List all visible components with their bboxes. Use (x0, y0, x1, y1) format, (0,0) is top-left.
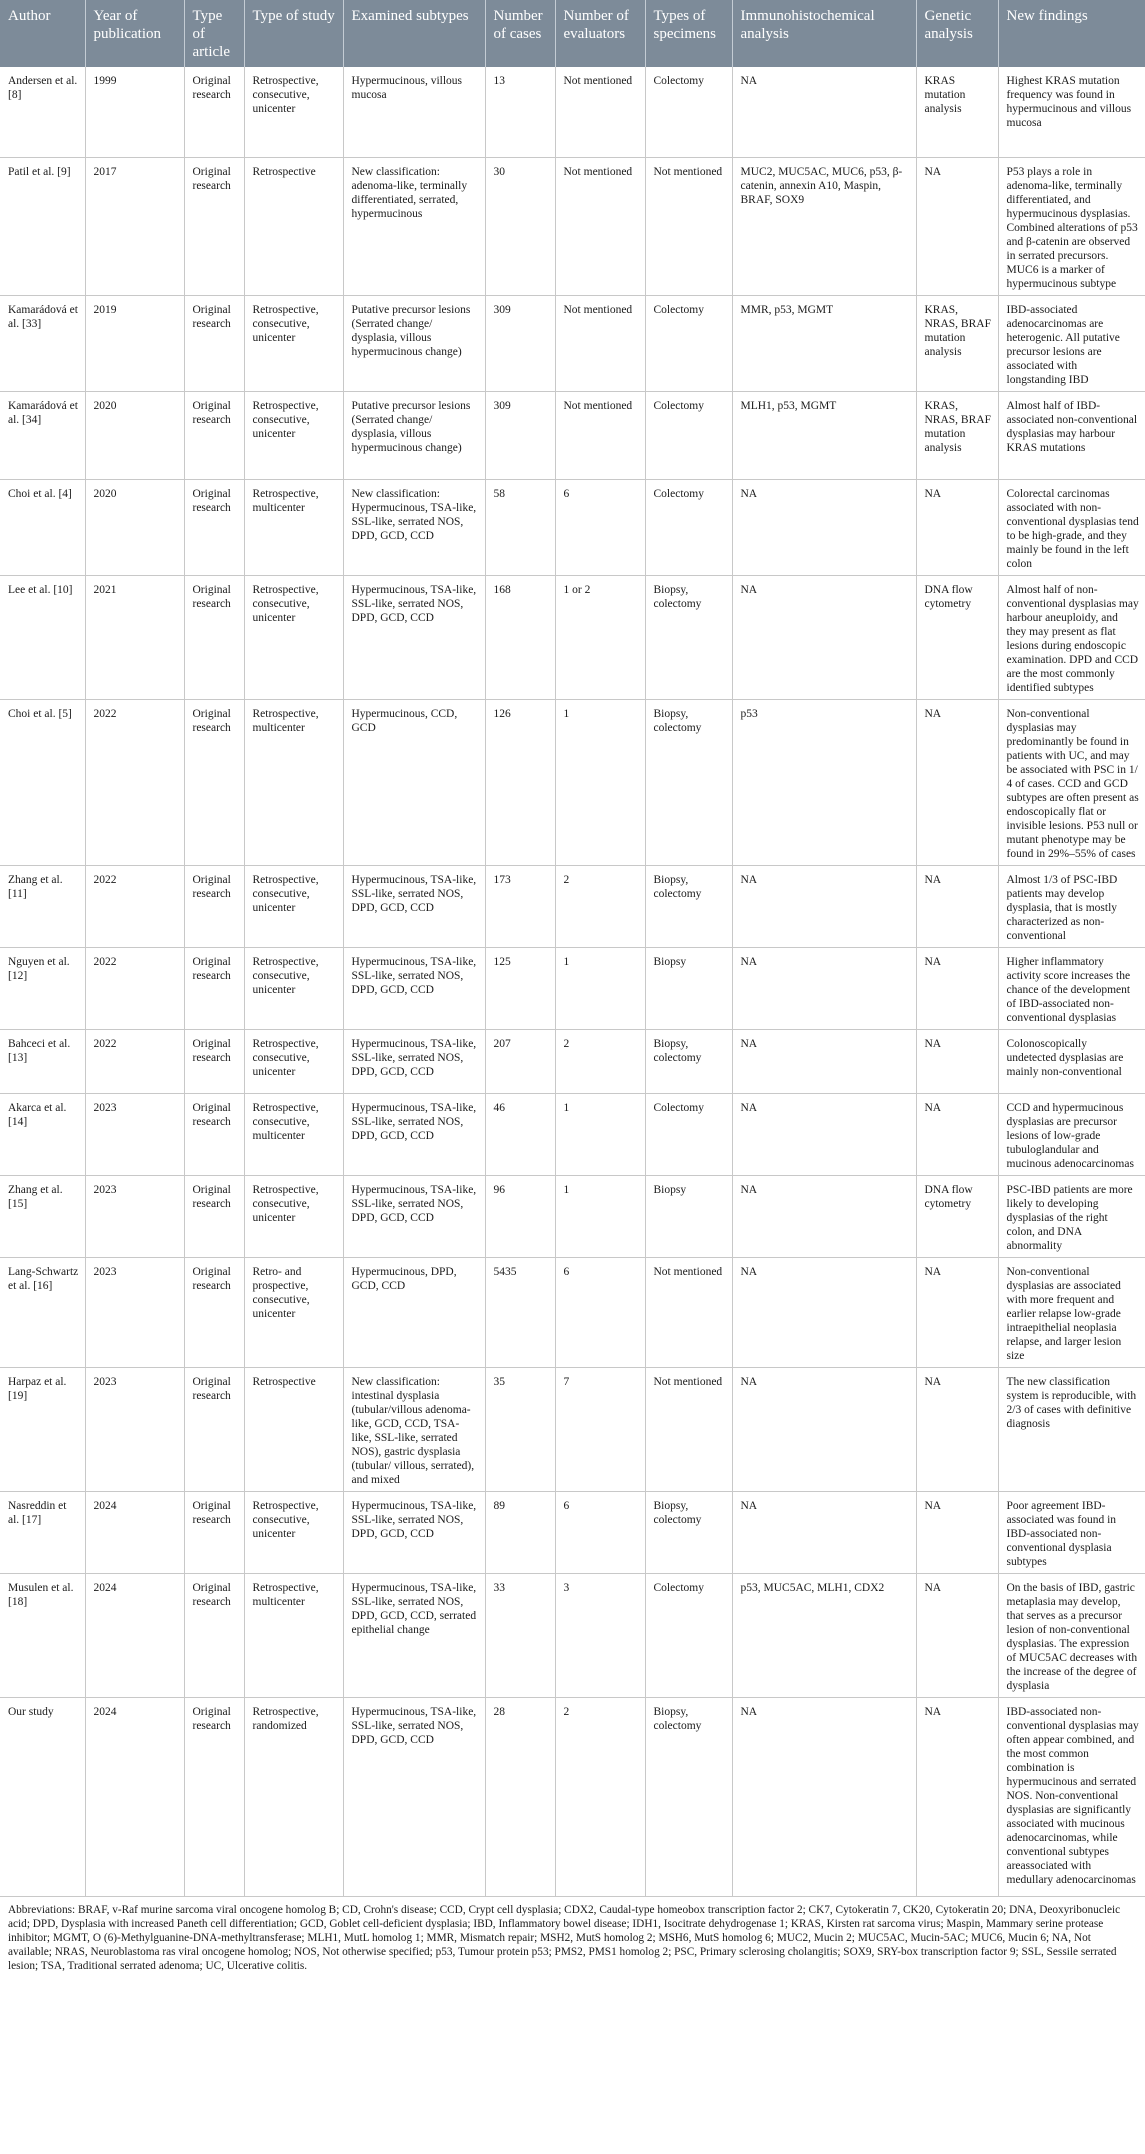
cell-specimens: Colectomy (645, 391, 732, 479)
cell-author: Nguyen et al. [12] (0, 947, 85, 1029)
cell-genetic: NA (916, 157, 998, 295)
cell-author: Zhang et al. [15] (0, 1175, 85, 1257)
cell-specimens: Biopsy, colectomy (645, 865, 732, 947)
cell-specimens: Biopsy, colectomy (645, 1697, 732, 1896)
cell-article-type: Original research (184, 1029, 244, 1093)
cell-genetic: DNA flow cytometry (916, 1175, 998, 1257)
cell-evaluators: 2 (555, 1697, 645, 1896)
cell-year: 2021 (85, 575, 184, 699)
cell-author: Lang-Schwartz et al. [16] (0, 1257, 85, 1367)
cell-cases: 168 (485, 575, 555, 699)
cell-ihc: NA (732, 1491, 916, 1573)
cell-study-type: Retrospective, randomized (244, 1697, 343, 1896)
cell-study-type: Retrospective, consecutive, unicenter (244, 575, 343, 699)
cell-study-type: Retrospective, multicenter (244, 479, 343, 575)
cell-findings: Higher inflammatory activity score increases the chance of the development of IBD-associated non-conventional dysplasias (998, 947, 1145, 1029)
cell-cases: 30 (485, 157, 555, 295)
cell-specimens: Biopsy, colectomy (645, 575, 732, 699)
cell-article-type: Original research (184, 479, 244, 575)
cell-evaluators: Not mentioned (555, 67, 645, 157)
cell-year: 1999 (85, 67, 184, 157)
cell-evaluators: 1 or 2 (555, 575, 645, 699)
cell-year: 2024 (85, 1697, 184, 1896)
cell-cases: 46 (485, 1093, 555, 1175)
table-header-row (0, 0, 1145, 67)
header-article-type: Type of article (184, 0, 244, 67)
cell-findings: Non-conventional dysplasias may predominantly be found in patients with UC, and may be associated with PSC in 1/ 4 of cases. CCD and GCD subtypes are often present as endoscopically flat or invisible lesions. P53 null or mutant phenotype may be found in 29%–55% of cases (998, 699, 1145, 865)
table-row (0, 1573, 1145, 1697)
cell-findings: Almost 1/3 of PSC-IBD patients may develop dysplasia, that is mostly characterized as non-conventional (998, 865, 1145, 947)
cell-evaluators: 2 (555, 865, 645, 947)
cell-findings: IBD-associated non-conventional dysplasias may often appear combined, and the most common combination is hypermucinous and serrated NOS. Non-conventional dysplasias are significantly associated with mucinous adenocarcinomas, while conventional subtypes areassociated with medullary adenocarcinomas (998, 1697, 1145, 1896)
cell-genetic: NA (916, 699, 998, 865)
cell-study-type: Retro- and prospective, consecutive, unicenter (244, 1257, 343, 1367)
cell-specimens: Biopsy (645, 947, 732, 1029)
cell-evaluators: Not mentioned (555, 157, 645, 295)
cell-cases: 96 (485, 1175, 555, 1257)
cell-ihc: NA (732, 1367, 916, 1491)
cell-ihc: p53 (732, 699, 916, 865)
cell-author: Andersen et al. [8] (0, 67, 85, 157)
cell-year: 2023 (85, 1175, 184, 1257)
cell-article-type: Original research (184, 391, 244, 479)
cell-genetic: NA (916, 947, 998, 1029)
cell-year: 2019 (85, 295, 184, 391)
cell-evaluators: 1 (555, 947, 645, 1029)
header-specimens: Types of specimens (645, 0, 732, 67)
cell-findings: IBD-associated adenocarcinomas are heterogenic. All putative precursor lesions are associated with longstanding IBD (998, 295, 1145, 391)
cell-article-type: Original research (184, 1573, 244, 1697)
cell-cases: 58 (485, 479, 555, 575)
cell-specimens: Colectomy (645, 1573, 732, 1697)
cell-evaluators: 3 (555, 1573, 645, 1697)
cell-article-type: Original research (184, 947, 244, 1029)
cell-findings: Highest KRAS mutation frequency was found in hypermucinous and villous mucosa (998, 67, 1145, 157)
cell-cases: 33 (485, 1573, 555, 1697)
cell-specimens: Biopsy (645, 1175, 732, 1257)
cell-findings: Almost half of IBD-associated non-conventional dysplasias may harbour KRAS mutations (998, 391, 1145, 479)
cell-ihc: NA (732, 1257, 916, 1367)
header-genetic: Genetic analysis (916, 0, 998, 67)
cell-ihc: NA (732, 865, 916, 947)
cell-findings: Colorectal carcinomas associated with non-conventional dysplasias tend to be high-grade, and they mainly be found in the left colon (998, 479, 1145, 575)
cell-subtypes: Hypermucinous, TSA-like, SSL-like, serrated NOS, DPD, GCD, CCD (343, 865, 485, 947)
cell-year: 2020 (85, 391, 184, 479)
cell-author: Choi et al. [4] (0, 479, 85, 575)
cell-year: 2023 (85, 1257, 184, 1367)
cell-article-type: Original research (184, 1093, 244, 1175)
cell-specimens: Biopsy, colectomy (645, 699, 732, 865)
cell-findings: The new classification system is reproducible, with 2/3 of cases with definitive diagnosis (998, 1367, 1145, 1491)
cell-article-type: Original research (184, 67, 244, 157)
cell-genetic: NA (916, 1697, 998, 1896)
cell-study-type: Retrospective, consecutive, unicenter (244, 1175, 343, 1257)
cell-study-type: Retrospective, consecutive, unicenter (244, 391, 343, 479)
table-row (0, 699, 1145, 865)
cell-article-type: Original research (184, 699, 244, 865)
cell-author: Bahceci et al. [13] (0, 1029, 85, 1093)
cell-genetic: NA (916, 1029, 998, 1093)
cell-study-type: Retrospective, consecutive, unicenter (244, 67, 343, 157)
table-row (0, 1367, 1145, 1491)
cell-article-type: Original research (184, 295, 244, 391)
cell-ihc: MUC2, MUC5AC, MUC6, p53, β-catenin, annexin A10, Maspin, BRAF, SOX9 (732, 157, 916, 295)
cell-study-type: Retrospective, consecutive, unicenter (244, 947, 343, 1029)
cell-author: Kamarádová et al. [34] (0, 391, 85, 479)
cell-specimens: Not mentioned (645, 1367, 732, 1491)
cell-genetic: KRAS mutation analysis (916, 67, 998, 157)
cell-genetic: NA (916, 1257, 998, 1367)
cell-study-type: Retrospective (244, 157, 343, 295)
cell-genetic: KRAS, NRAS, BRAF mutation analysis (916, 391, 998, 479)
cell-article-type: Original research (184, 157, 244, 295)
cell-study-type: Retrospective, consecutive, unicenter (244, 1029, 343, 1093)
cell-author: Akarca et al. [14] (0, 1093, 85, 1175)
header-cases: Number of cases (485, 0, 555, 67)
cell-subtypes: Hypermucinous, TSA-like, SSL-like, serrated NOS, DPD, GCD, CCD (343, 947, 485, 1029)
cell-evaluators: Not mentioned (555, 391, 645, 479)
cell-ihc: NA (732, 575, 916, 699)
cell-ihc: NA (732, 1029, 916, 1093)
cell-ihc: MLH1, p53, MGMT (732, 391, 916, 479)
cell-subtypes: Hypermucinous, TSA-like, SSL-like, serrated NOS, DPD, GCD, CCD, serrated epithelial change (343, 1573, 485, 1697)
cell-author: Choi et al. [5] (0, 699, 85, 865)
cell-year: 2017 (85, 157, 184, 295)
cell-article-type: Original research (184, 575, 244, 699)
cell-evaluators: 6 (555, 1257, 645, 1367)
cell-article-type: Original research (184, 1257, 244, 1367)
cell-evaluators: 1 (555, 1093, 645, 1175)
cell-cases: 126 (485, 699, 555, 865)
table-row (0, 1029, 1145, 1093)
cell-study-type: Retrospective, consecutive, unicenter (244, 865, 343, 947)
cell-subtypes: Hypermucinous, TSA-like, SSL-like, serrated NOS, DPD, GCD, CCD (343, 575, 485, 699)
cell-specimens: Colectomy (645, 67, 732, 157)
cell-specimens: Not mentioned (645, 157, 732, 295)
table-row (0, 391, 1145, 479)
cell-study-type: Retrospective, multicenter (244, 699, 343, 865)
cell-year: 2022 (85, 1029, 184, 1093)
table-row (0, 1491, 1145, 1573)
cell-evaluators: Not mentioned (555, 295, 645, 391)
cell-evaluators: 1 (555, 699, 645, 865)
cell-findings: CCD and hypermucinous dysplasias are precursor lesions of low-grade tubuloglandular and mucinous adenocarcinomas (998, 1093, 1145, 1175)
cell-author: Our study (0, 1697, 85, 1896)
cell-findings: Non-conventional dysplasias are associated with more frequent and earlier relapse low-grade intraepithelial neoplasia relapse, and larger lesion size (998, 1257, 1145, 1367)
cell-subtypes: Hypermucinous, CCD, GCD (343, 699, 485, 865)
cell-ihc: NA (732, 1175, 916, 1257)
cell-year: 2020 (85, 479, 184, 575)
table-row (0, 295, 1145, 391)
cell-year: 2022 (85, 865, 184, 947)
cell-genetic: DNA flow cytometry (916, 575, 998, 699)
cell-study-type: Retrospective, multicenter (244, 1573, 343, 1697)
cell-findings: On the basis of IBD, gastric metaplasia may develop, that serves as a precursor lesion of non-conventional dysplasias. The expression of MUC5AC decreases with the increase of the degree of dysplasia (998, 1573, 1145, 1697)
cell-findings: PSC-IBD patients are more likely to developing dysplasias of the right colon, and DNA abnormality (998, 1175, 1145, 1257)
cell-cases: 173 (485, 865, 555, 947)
cell-evaluators: 6 (555, 1491, 645, 1573)
cell-study-type: Retrospective, consecutive, unicenter (244, 295, 343, 391)
cell-author: Musulen et al. [18] (0, 1573, 85, 1697)
cell-findings: P53 plays a role in adenoma-like, terminally differentiated, and hypermucinous dysplasias. Combined alterations of p53 and β-catenin are observed in serrated precursors. MUC6 is a marker of hypermucinous subtype (998, 157, 1145, 295)
cell-article-type: Original research (184, 1491, 244, 1573)
cell-genetic: NA (916, 865, 998, 947)
cell-genetic: NA (916, 1573, 998, 1697)
table-row (0, 67, 1145, 157)
table-body (0, 67, 1145, 1896)
cell-findings: Almost half of non-conventional dysplasias may harbour aneuploidy, and they may present as flat lesions during endoscopic examination. DPD and CCD are the most commonly identified subtypes (998, 575, 1145, 699)
cell-subtypes: Putative precursor lesions (Serrated change/ dysplasia, villous hypermucinous change) (343, 391, 485, 479)
table-row (0, 1175, 1145, 1257)
cell-author: Kamarádová et al. [33] (0, 295, 85, 391)
table-row (0, 865, 1145, 947)
cell-evaluators: 6 (555, 479, 645, 575)
header-study-type: Type of study (244, 0, 343, 67)
cell-ihc: NA (732, 1697, 916, 1896)
cell-specimens: Biopsy, colectomy (645, 1491, 732, 1573)
cell-author: Harpaz et al. [19] (0, 1367, 85, 1491)
header-year: Year of publication (85, 0, 184, 67)
cell-subtypes: Hypermucinous, TSA-like, SSL-like, serrated NOS, DPD, GCD, CCD (343, 1175, 485, 1257)
cell-article-type: Original research (184, 865, 244, 947)
cell-cases: 5435 (485, 1257, 555, 1367)
cell-cases: 207 (485, 1029, 555, 1093)
cell-article-type: Original research (184, 1175, 244, 1257)
cell-study-type: Retrospective (244, 1367, 343, 1491)
cell-year: 2022 (85, 699, 184, 865)
cell-ihc: NA (732, 947, 916, 1029)
cell-author: Patil et al. [9] (0, 157, 85, 295)
header-evaluators: Number of evaluators (555, 0, 645, 67)
cell-cases: 309 (485, 391, 555, 479)
cell-subtypes: New classification: intestinal dysplasia (tubular/villous adenoma-like, GCD, CCD, TSA-like, SSL-like, serrated NOS), gastric dysplasia (tubular/ villous, serrated), and mixed (343, 1367, 485, 1491)
cell-subtypes: Hypermucinous, villous mucosa (343, 67, 485, 157)
cell-genetic: KRAS, NRAS, BRAF mutation analysis (916, 295, 998, 391)
cell-evaluators: 1 (555, 1175, 645, 1257)
cell-specimens: Not mentioned (645, 1257, 732, 1367)
cell-cases: 309 (485, 295, 555, 391)
table-row (0, 947, 1145, 1029)
cell-year: 2024 (85, 1573, 184, 1697)
abbreviations-footnote: Abbreviations: BRAF, v-Raf murine sarcoma viral oncogene homolog B; CD, Crohn's disease; CCD, Crypt cell dysplasia; CDX2, Caudal-type homeobox transcription factor 2; CK7, Cytokeratin 7, CK20, Cytokeratin 20; DNA, Deoxyribonucleic acid; DPD, Dysplasia with increased Paneth cell differentiation; GCD, Goblet cell-deficient dysplasia; IBD, Inflammatory bowel disease; IDH1, Isocitrate dehydrogenase 1; KRAS, Kirsten rat sarcoma virus; Maspin, Mammary serine protease inhibitor; MGMT, O (6)-Methylguanine-DNA-methyltransferase; MLH1, MutL homolog 1; MMR, Mismatch repair; MSH2, MutS homolog 2; MSH6, MutS homolog 6; MUC2, Mucin 2; MUC5AC, Mucin-5AC; MUC6, Mucin 6; NA, Not available; NRAS, Neuroblastoma ras viral oncogene homolog; NOS, Not otherwise specified; p53, Tumour protein p53; PMS2, PMS1 homolog 2; PSC, Primary sclerosing cholangitis; SOX9, SRY-box transcription factor 9; SSL, Sessile serrated lesion; TSA, Traditional serrated adenoma; UC, Ulcerative colitis. (8, 1903, 1121, 1973)
cell-evaluators: 7 (555, 1367, 645, 1491)
header-subtypes: Examined subtypes (343, 0, 485, 67)
cell-cases: 35 (485, 1367, 555, 1491)
cell-article-type: Original research (184, 1697, 244, 1896)
cell-genetic: NA (916, 1093, 998, 1175)
header-author: Author (0, 0, 85, 67)
cell-specimens: Colectomy (645, 479, 732, 575)
header-ihc: Immunohistochemical analysis (732, 0, 916, 67)
cell-evaluators: 2 (555, 1029, 645, 1093)
table-row (0, 575, 1145, 699)
cell-ihc: NA (732, 479, 916, 575)
cell-cases: 125 (485, 947, 555, 1029)
cell-genetic: NA (916, 479, 998, 575)
cell-subtypes: Hypermucinous, TSA-like, SSL-like, serrated NOS, DPD, GCD, CCD (343, 1093, 485, 1175)
cell-findings: Colonoscopically undetected dysplasias are mainly non-conventional (998, 1029, 1145, 1093)
cell-ihc: p53, MUC5AC, MLH1, CDX2 (732, 1573, 916, 1697)
cell-subtypes: Hypermucinous, DPD, GCD, CCD (343, 1257, 485, 1367)
table-row (0, 157, 1145, 295)
cell-ihc: MMR, p53, MGMT (732, 295, 916, 391)
cell-findings: Poor agreement IBD-associated was found in IBD-associated non-conventional dysplasia subtypes (998, 1491, 1145, 1573)
cell-year: 2023 (85, 1093, 184, 1175)
cell-subtypes: Hypermucinous, TSA-like, SSL-like, serrated NOS, DPD, GCD, CCD (343, 1697, 485, 1896)
table-row (0, 1093, 1145, 1175)
cell-cases: 89 (485, 1491, 555, 1573)
cell-subtypes: Hypermucinous, TSA-like, SSL-like, serrated NOS, DPD, GCD, CCD (343, 1029, 485, 1093)
header-findings: New findings (998, 0, 1145, 67)
cell-subtypes: New classification: adenoma-like, terminally differentiated, serrated, hypermucinous (343, 157, 485, 295)
cell-genetic: NA (916, 1491, 998, 1573)
table-row (0, 479, 1145, 575)
cell-subtypes: New classification: Hypermucinous, TSA-like, SSL-like, serrated NOS, DPD, GCD, CCD (343, 479, 485, 575)
cell-subtypes: Putative precursor lesions (Serrated change/ dysplasia, villous hypermucinous change) (343, 295, 485, 391)
cell-ihc: NA (732, 67, 916, 157)
cell-cases: 28 (485, 1697, 555, 1896)
cell-study-type: Retrospective, consecutive, multicenter (244, 1093, 343, 1175)
cell-study-type: Retrospective, consecutive, unicenter (244, 1491, 343, 1573)
cell-year: 2024 (85, 1491, 184, 1573)
cell-cases: 13 (485, 67, 555, 157)
cell-author: Lee et al. [10] (0, 575, 85, 699)
cell-article-type: Original research (184, 1367, 244, 1491)
cell-specimens: Colectomy (645, 295, 732, 391)
cell-specimens: Biopsy, colectomy (645, 1029, 732, 1093)
cell-author: Nasreddin et al. [17] (0, 1491, 85, 1573)
cell-year: 2022 (85, 947, 184, 1029)
table-row (0, 1697, 1145, 1896)
cell-specimens: Colectomy (645, 1093, 732, 1175)
cell-subtypes: Hypermucinous, TSA-like, SSL-like, serrated NOS, DPD, GCD, CCD (343, 1491, 485, 1573)
cell-author: Zhang et al. [11] (0, 865, 85, 947)
cell-year: 2023 (85, 1367, 184, 1491)
cell-genetic: NA (916, 1367, 998, 1491)
table-row (0, 1257, 1145, 1367)
cell-ihc: NA (732, 1093, 916, 1175)
